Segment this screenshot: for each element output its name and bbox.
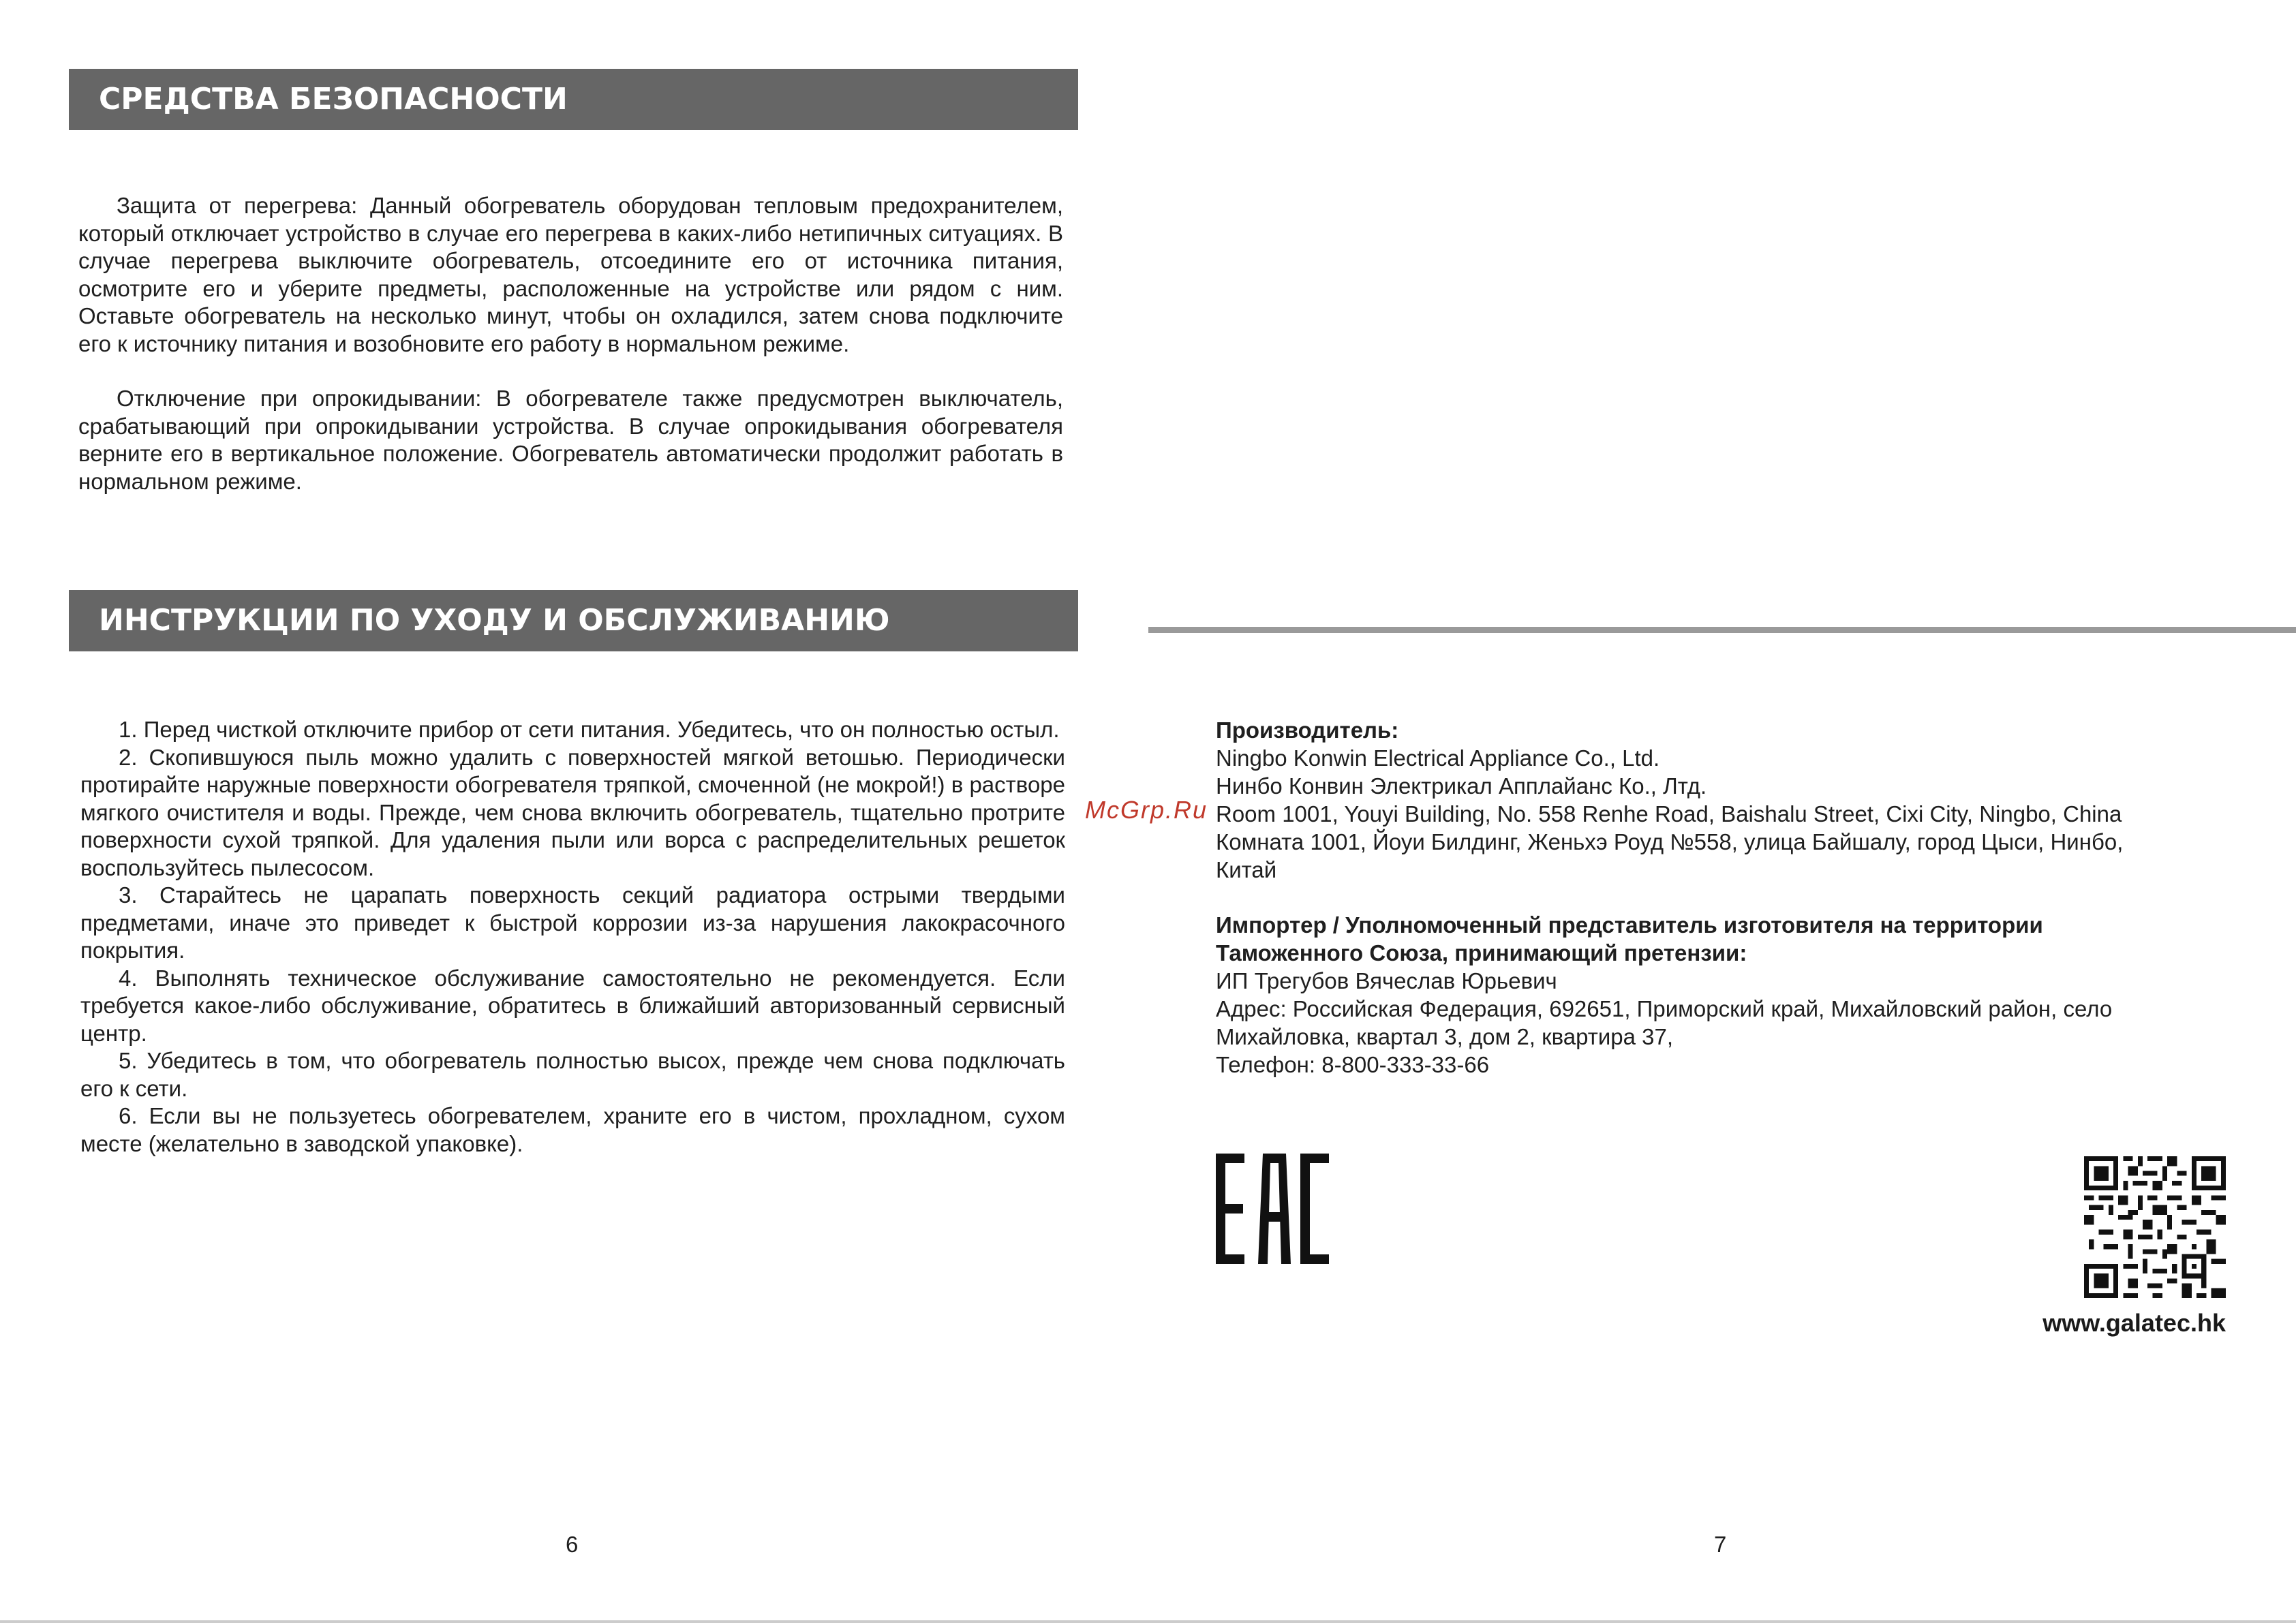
right-page-divider [1148,627,2296,633]
care-item-6: 6. Если вы не пользуетесь обогревателем, храните его в чистом, прохладном, сухом месте (желательно в заводской упаковке). [80,1103,1065,1156]
importer-label: Импортер / Уполномоченный представитель изготовителя на территории [1216,912,2043,938]
manufacturer-address-en: Room 1001, Youyi Building, No. 558 Renhe Road, Baishalu Street, Cixi City, Ningbo, China [1216,801,2122,826]
care-item-1: 1. Перед чисткой отключите прибор от сети питания. Убедитесь, что он полностью остыл. [119,717,1060,742]
care-section-header: ИНСТРУКЦИИ ПО УХОДУ И ОБСЛУЖИВАНИЮ [69,590,1078,651]
safety-section-header: СРЕДСТВА БЕЗОПАСНОСТИ [69,69,1078,130]
safety-section-body [78,192,1063,495]
manufacturer-name-en: Ningbo Konwin Electrical Appliance Co., Ltd. [1216,745,1660,771]
manufacturer-address-ru: Комната 1001, Йоуи Билдинг, Женьхэ Роуд №558, улица Байшалу, город Цыси, Нинбо, [1216,829,2124,854]
importer-address: Адрес: Российская Федерация, 692651, Приморский край, Михайловский район, село [1216,996,2113,1021]
importer-phone: Телефон: 8-800-333-33-66 [1216,1052,1490,1077]
watermark: McGrp.Ru [1085,796,1208,824]
manufacturer-address-ru-cont: Китай [1216,857,1277,882]
importer-address-cont: Михайловка, квартал 3, дом 2, квартира 37, [1216,1024,1674,1049]
importer-label-cont: Таможенного Союза, принимающий претензии: [1216,940,1747,965]
care-instructions-list [80,716,1065,1158]
care-item-5: 5. Убедитесь в том, что обогреватель полностью высох, прежде чем снова подключать его к сети. [80,1048,1065,1101]
care-item-4: 4. Выполнять техническое обслуживание самостоятельно не рекомендуется. Если требуется какое-либо обслуживание, обратитесь в ближайший авторизованный сервисный центр. [80,965,1065,1046]
tip-over-protection-paragraph: Отключение при опрокидывании: В обогревателе также предусмотрен выключатель, срабатывающий при опрокидывании устройства. В случае опрокидывания обогревателя верните его в вертикальное положение. Обогреватель автоматически продолжит работать в нормальном режиме. [78,386,1063,494]
website-url: www.galatec.hk [2042,1309,2226,1337]
importer-block [1216,911,2228,1079]
overheat-protection-paragraph: Защита от перегрева: Данный обогреватель оборудован тепловым предохранителем, который отключает устройство в случае его перегрева в каких-либо нетипичных ситуациях. В случае перегрева выключите обогреватель, отсоедините его от источника питания, осмотрите его и уберите предметы, расположенные на устройстве или рядом с ним. Оставьте обогреватель на несколько минут, чтобы он охладился, затем снова подключите его к источнику питания и возобновите его работу в нормальном режиме. [78,193,1063,356]
page-number-left: 6 [566,1532,579,1557]
eac-mark-icon [1216,1154,1329,1264]
manufacturer-name-ru: Нинбо Конвин Электрикал Апплайанс Ко., Лтд. [1216,773,1707,799]
care-item-2: 2. Скопившуюся пыль можно удалить с поверхностей мягкой ветошью. Периодически протирайте наружные поверхности обогревателя тряпкой, смоченной (не мокрой!) в растворе мягкого очистителя и воды. Прежде, чем снова включить обогреватель, тщательно протрите поверхности сухой тряпкой. Для удаления пыли или ворса с распределительных решеток воспользуйтесь пылесосом. [80,744,1065,880]
page-number-right: 7 [1714,1532,1727,1557]
manufacturer-block [1216,716,2228,884]
care-item-3: 3. Старайтесь не царапать поверхность секций радиатора острыми твердыми предметами, иначе это приведет к быстрой коррозии из-за нарушения лакокрасочного покрытия. [80,882,1065,963]
qr-code-icon [2084,1156,2226,1298]
bottom-edge-rule [0,1620,2296,1623]
importer-name: ИП Трегубов Вячеслав Юрьевич [1216,968,1557,993]
manufacturer-label: Производитель: [1216,717,1399,743]
